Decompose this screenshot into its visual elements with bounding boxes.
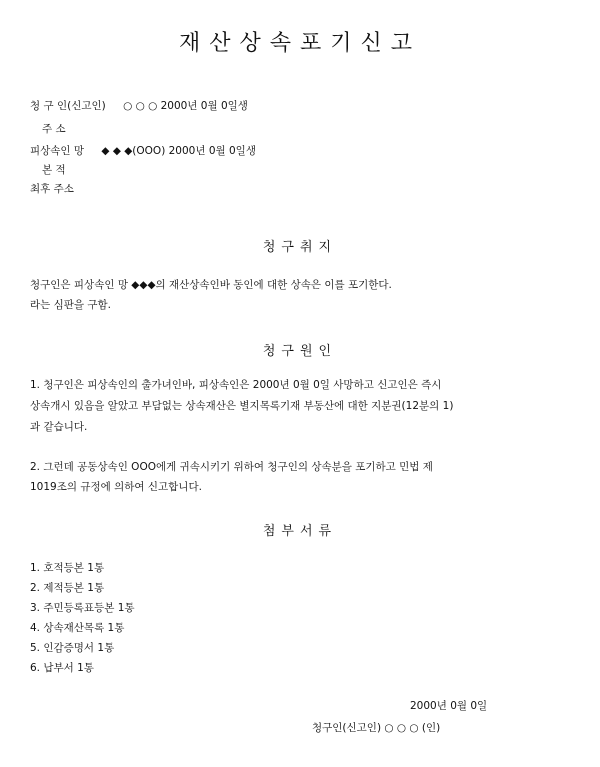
document-title: 재산상속포기신고 [178, 31, 422, 56]
purpose-heading: 청구취지 [262, 240, 338, 255]
cause-line: 과 같습니다. [30, 421, 88, 433]
footer-date: 2000년 0월 0일 [410, 700, 488, 712]
deceased-value: ◆ ◆ ◆(OOO) 2000년 0월 0일생 [101, 145, 256, 157]
address-label: 주 소 [42, 123, 66, 135]
attachments-heading: 첨부서류 [262, 524, 338, 539]
attachment-item: 2. 제적등본 1통 [30, 582, 105, 594]
attachment-item: 1. 호적등본 1통 [30, 562, 105, 574]
attachment-item: 3. 주민등록표등본 1통 [30, 602, 135, 614]
attachment-item: 4. 상속재산목록 1통 [30, 622, 125, 634]
deceased-label: 피상속인 망 [30, 145, 85, 157]
cause-heading: 청구원인 [262, 344, 338, 359]
cause-line: 1. 청구인은 피상속인의 출가녀인바, 피상속인은 2000년 0월 0일 사망하고 신고인은 즉시 [30, 379, 442, 391]
claimant-value: ○ ○ ○ 2000년 0월 0일생 [123, 100, 248, 112]
deceased-row [30, 143, 256, 158]
claimant-label: 청 구 인(신고인) [30, 100, 106, 112]
domicile-label: 본 적 [42, 164, 66, 176]
cause-line: 상속개시 있음을 알았고 부담없는 상속재산은 별지목록기재 부동산에 대한 지분권(12분의 1) [30, 400, 454, 412]
cause-line: 2. 그런데 공동상속인 OOO에게 귀속시키기 위하여 청구인의 상속분을 포기하고 민법 제 [30, 461, 433, 473]
attachment-item: 6. 납부서 1통 [30, 662, 94, 674]
domicile-row [30, 162, 80, 177]
purpose-line: 라는 심판을 구함. [30, 299, 112, 311]
address-row [30, 121, 80, 136]
claimant-row [30, 98, 248, 113]
footer-signer: 청구인(신고인) ○ ○ ○ (인) [312, 722, 441, 734]
cause-line: 1019조의 규정에 의하여 신고합니다. [30, 481, 202, 493]
last-address-row [30, 181, 88, 196]
attachment-item: 5. 인감증명서 1통 [30, 642, 115, 654]
last-address-label: 최후 주소 [30, 183, 74, 195]
purpose-line: 청구인은 피상속인 망 ◆◆◆의 재산상속인바 동인에 대한 상속은 이를 포기한다. [30, 279, 392, 291]
